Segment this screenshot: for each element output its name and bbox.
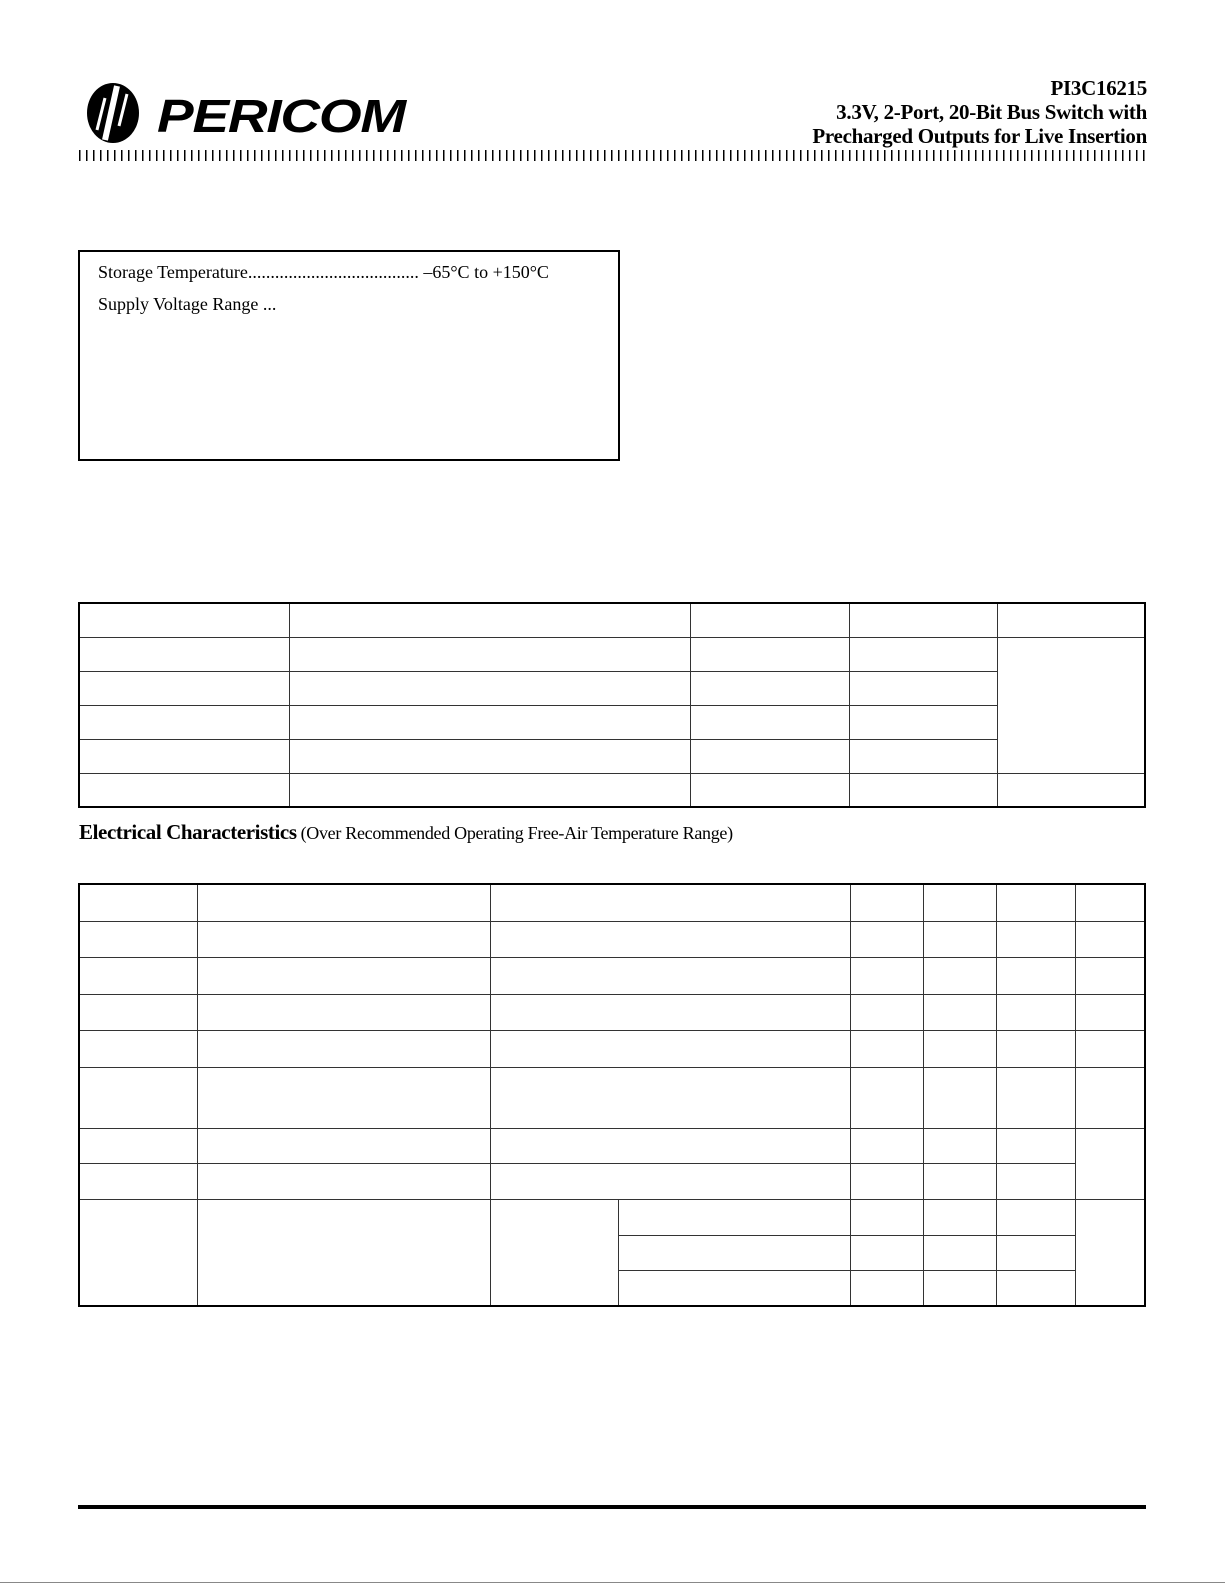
table-row — [79, 1128, 1145, 1163]
supply-voltage-line — [98, 294, 276, 315]
table-cell — [79, 705, 290, 739]
footer-rule — [78, 1505, 1146, 1509]
storage-temperature-value: –65°C to +150°C — [423, 262, 549, 282]
table-cell — [691, 739, 850, 773]
table-cell — [923, 957, 997, 994]
table-row — [79, 995, 1145, 1031]
table-cell — [290, 603, 691, 637]
table-cell — [997, 773, 1145, 807]
supply-voltage-label: Supply Voltage Range — [98, 294, 259, 314]
supply-voltage-leader: ... — [262, 294, 277, 314]
table-row — [79, 1199, 1145, 1235]
table-cell — [79, 1163, 198, 1199]
table-cell — [490, 995, 851, 1031]
part-number: PI3C16215 — [1050, 76, 1147, 100]
table-cell-merged — [79, 1199, 198, 1306]
table-cell — [997, 603, 1145, 637]
table-cell — [691, 671, 850, 705]
table-cell — [1075, 1031, 1145, 1068]
table-cell — [198, 1128, 490, 1163]
section-title: Electrical Characteristics — [79, 820, 297, 844]
table-cell-merged — [198, 1199, 490, 1306]
table-cell — [198, 884, 490, 921]
table-row — [79, 705, 1145, 739]
table-cell — [198, 1031, 490, 1068]
storage-temperature-leader: ...................................... — [247, 262, 419, 282]
table-cell — [691, 705, 850, 739]
table-cell — [850, 705, 998, 739]
table-cell — [1075, 884, 1145, 921]
table-cell — [79, 1031, 198, 1068]
storage-temperature-label: Storage Temperature — [98, 262, 248, 282]
table-cell — [79, 671, 290, 705]
table-cell — [290, 773, 691, 807]
table-cell — [490, 1163, 851, 1199]
table-cell — [851, 921, 924, 957]
table-row — [79, 921, 1145, 957]
table-cell — [490, 921, 851, 957]
table-cell — [79, 1128, 198, 1163]
table-cell — [997, 1236, 1076, 1271]
table-cell — [851, 1031, 924, 1068]
table-cell — [1075, 921, 1145, 957]
table-cell — [79, 957, 198, 994]
table-row — [79, 773, 1145, 807]
table-cell — [997, 1163, 1076, 1199]
table-cell — [851, 1163, 924, 1199]
table-cell — [79, 739, 290, 773]
table-cell — [290, 739, 691, 773]
table-cell-merged — [1075, 1128, 1145, 1199]
table-cell — [490, 884, 851, 921]
table-cell — [997, 957, 1076, 994]
table-cell-merged — [490, 1199, 618, 1306]
table-cell — [851, 995, 924, 1031]
table-cell — [1075, 1068, 1145, 1128]
table-cell — [198, 921, 490, 957]
table-cell — [79, 884, 198, 921]
table-cell — [923, 1199, 997, 1235]
table-cell — [997, 1271, 1076, 1306]
table-cell — [851, 884, 924, 921]
table-cell — [851, 1271, 924, 1306]
logo-wordmark: PERICOM — [157, 90, 408, 142]
section-subtitle: (Over Recommended Operating Free-Air Temperature Range) — [300, 823, 733, 843]
table-cell — [850, 671, 998, 705]
page-edge-line — [0, 1582, 1225, 1583]
table-cell — [1075, 957, 1145, 994]
table-cell — [79, 995, 198, 1031]
table-cell — [997, 1128, 1076, 1163]
table-cell — [490, 1031, 851, 1068]
table-row — [79, 637, 1145, 671]
table-cell — [923, 1128, 997, 1163]
table-row — [79, 739, 1145, 773]
table-cell — [618, 1271, 851, 1306]
table-cell-merged — [997, 637, 1145, 773]
table-cell — [290, 637, 691, 671]
table-row — [79, 957, 1145, 994]
table-cell — [691, 637, 850, 671]
table-cell — [691, 603, 850, 637]
table-cell — [851, 1199, 924, 1235]
table-cell — [850, 603, 998, 637]
table-cell — [618, 1236, 851, 1271]
table-row — [79, 671, 1145, 705]
header-tick-rule — [79, 150, 1145, 161]
table-cell — [490, 1128, 851, 1163]
table-cell — [290, 671, 691, 705]
table-cell — [79, 773, 290, 807]
table-cell — [198, 995, 490, 1031]
table-cell — [850, 739, 998, 773]
table-cell — [79, 921, 198, 957]
table-cell — [923, 1236, 997, 1271]
table-cell — [290, 705, 691, 739]
table-cell — [198, 957, 490, 994]
table-cell — [923, 884, 997, 921]
table-cell — [923, 1271, 997, 1306]
table-cell — [923, 921, 997, 957]
document-header — [812, 76, 1147, 148]
table-cell — [691, 773, 850, 807]
title-line-1: 3.3V, 2-Port, 20-Bit Bus Switch with — [836, 100, 1147, 124]
table-cell — [618, 1199, 851, 1235]
table-cell — [851, 1128, 924, 1163]
table-cell — [851, 957, 924, 994]
table-cell — [851, 1068, 924, 1128]
table-cell — [923, 995, 997, 1031]
table-header-row — [79, 884, 1145, 921]
table-cell — [997, 921, 1076, 957]
table-cell — [997, 884, 1076, 921]
table-cell — [1075, 995, 1145, 1031]
table-cell — [850, 637, 998, 671]
table-cell — [997, 1031, 1076, 1068]
table-cell — [850, 773, 998, 807]
electrical-characteristics-table — [78, 883, 1146, 1307]
table-cell — [923, 1068, 997, 1128]
table-cell — [198, 1068, 490, 1128]
table-cell — [79, 1068, 198, 1128]
table-row — [79, 1031, 1145, 1068]
table-cell — [923, 1163, 997, 1199]
electrical-characteristics-heading — [79, 820, 733, 845]
table-cell — [490, 1068, 851, 1128]
table-cell-merged — [1075, 1199, 1145, 1306]
table-cell — [79, 637, 290, 671]
maximum-ratings-box — [78, 250, 620, 461]
table-cell — [997, 1199, 1076, 1235]
title-line-2: Precharged Outputs for Live Insertion — [812, 124, 1147, 148]
table-cell — [198, 1163, 490, 1199]
storage-temperature-line — [98, 262, 549, 283]
table-row — [79, 1068, 1145, 1128]
table-row — [79, 1163, 1145, 1199]
table-cell — [997, 995, 1076, 1031]
table-cell — [851, 1236, 924, 1271]
table-cell — [490, 957, 851, 994]
pericom-logo — [83, 80, 408, 144]
operating-conditions-table — [78, 602, 1146, 808]
table-cell — [79, 603, 290, 637]
table-cell — [923, 1031, 997, 1068]
table-header-row — [79, 603, 1145, 637]
table-cell — [997, 1068, 1076, 1128]
